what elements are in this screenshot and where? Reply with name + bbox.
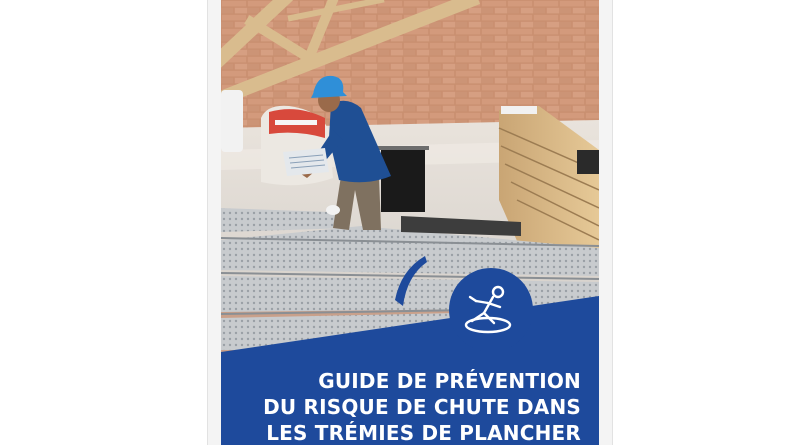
guide-cover	[221, 0, 599, 445]
guide-title	[241, 368, 581, 445]
worker-falling-icon	[448, 267, 534, 353]
title-line-2: DU RISQUE DE CHUTE DANS	[263, 395, 581, 419]
title-line-3: LES TRÉMIES DE PLANCHER	[266, 421, 581, 445]
title-line-1: GUIDE DE PRÉVENTION	[318, 369, 581, 393]
